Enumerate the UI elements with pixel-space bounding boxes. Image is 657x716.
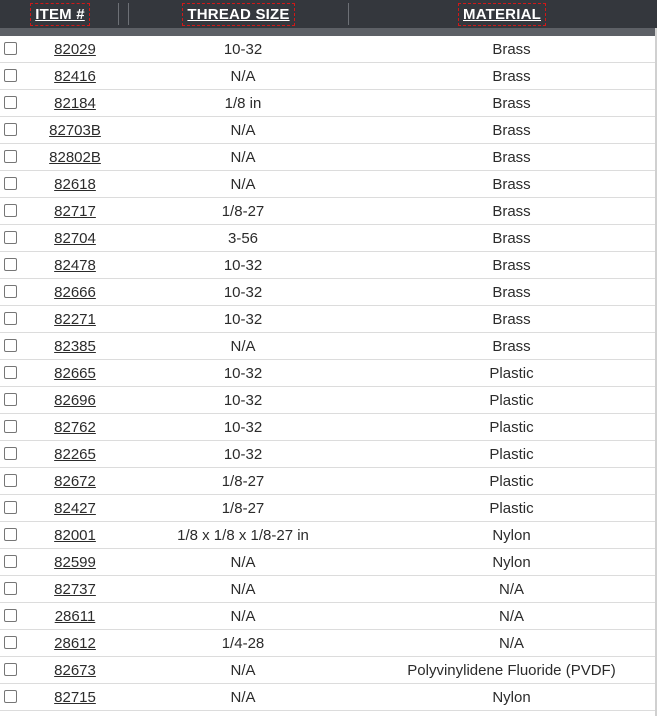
row-select-checkbox[interactable] bbox=[4, 636, 17, 649]
item-number-link[interactable]: 82385 bbox=[54, 337, 96, 355]
material-cell: Brass bbox=[362, 225, 657, 252]
item-cell bbox=[26, 414, 124, 441]
thread-size-cell: 10-32 bbox=[124, 387, 362, 414]
table-row bbox=[0, 414, 657, 441]
table-row bbox=[0, 441, 657, 468]
row-select-cell bbox=[0, 468, 26, 495]
material-cell: Nylon bbox=[362, 549, 657, 576]
item-cell bbox=[26, 630, 124, 657]
item-number-link[interactable]: 82762 bbox=[54, 418, 96, 436]
thread-size-cell: N/A bbox=[124, 549, 362, 576]
material-cell: Nylon bbox=[362, 522, 657, 549]
thread-size-cell: 1/8-27 bbox=[124, 468, 362, 495]
row-select-checkbox[interactable] bbox=[4, 555, 17, 568]
row-select-cell bbox=[0, 549, 26, 576]
row-select-checkbox[interactable] bbox=[4, 501, 17, 514]
header-thread-cell[interactable] bbox=[129, 0, 348, 28]
item-number-link[interactable]: 82427 bbox=[54, 499, 96, 517]
item-cell bbox=[26, 171, 124, 198]
thread-size-cell: N/A bbox=[124, 684, 362, 711]
row-select-cell bbox=[0, 63, 26, 90]
item-number-link[interactable]: 82618 bbox=[54, 175, 96, 193]
row-select-checkbox[interactable] bbox=[4, 258, 17, 271]
material-cell: Brass bbox=[362, 90, 657, 117]
row-select-checkbox[interactable] bbox=[4, 447, 17, 460]
item-number-link[interactable]: 82673 bbox=[54, 661, 96, 679]
row-select-checkbox[interactable] bbox=[4, 177, 17, 190]
row-select-cell bbox=[0, 117, 26, 144]
table-row bbox=[0, 198, 657, 225]
item-number-link[interactable]: 82704 bbox=[54, 229, 96, 247]
thread-size-cell: 3-56 bbox=[124, 225, 362, 252]
material-cell: Brass bbox=[362, 63, 657, 90]
item-cell bbox=[26, 117, 124, 144]
table-row bbox=[0, 684, 657, 711]
material-cell: Brass bbox=[362, 171, 657, 198]
material-cell: Plastic bbox=[362, 468, 657, 495]
table-row bbox=[0, 171, 657, 198]
thread-size-cell: N/A bbox=[124, 576, 362, 603]
item-cell bbox=[26, 144, 124, 171]
table-row bbox=[0, 495, 657, 522]
item-cell bbox=[26, 657, 124, 684]
thread-size-cell: 1/8 in bbox=[124, 90, 362, 117]
row-select-cell bbox=[0, 144, 26, 171]
row-select-cell bbox=[0, 306, 26, 333]
row-select-cell bbox=[0, 279, 26, 306]
row-select-cell bbox=[0, 225, 26, 252]
material-cell: Plastic bbox=[362, 441, 657, 468]
material-cell: Plastic bbox=[362, 414, 657, 441]
table-row bbox=[0, 225, 657, 252]
table-row bbox=[0, 657, 657, 684]
row-select-cell bbox=[0, 36, 26, 63]
row-select-checkbox[interactable] bbox=[4, 420, 17, 433]
thread-size-cell: N/A bbox=[124, 63, 362, 90]
row-select-checkbox[interactable] bbox=[4, 285, 17, 298]
thread-size-cell: 10-32 bbox=[124, 360, 362, 387]
row-select-cell bbox=[0, 495, 26, 522]
thread-size-cell: N/A bbox=[124, 333, 362, 360]
header-underline-strip bbox=[0, 28, 657, 36]
table-row bbox=[0, 630, 657, 657]
material-cell: Brass bbox=[362, 279, 657, 306]
item-number-link[interactable]: 82802B bbox=[49, 148, 101, 166]
item-cell bbox=[26, 522, 124, 549]
item-number-link[interactable]: 82599 bbox=[54, 553, 96, 571]
row-select-cell bbox=[0, 576, 26, 603]
header-material-sort-link[interactable]: MATERIAL bbox=[463, 5, 541, 23]
row-select-cell bbox=[0, 630, 26, 657]
material-cell: Nylon bbox=[362, 684, 657, 711]
thread-size-cell: 1/8 x 1/8 x 1/8-27 in bbox=[124, 522, 362, 549]
item-number-link[interactable]: 28611 bbox=[54, 607, 96, 625]
row-select-cell bbox=[0, 522, 26, 549]
table-row bbox=[0, 522, 657, 549]
material-cell: N/A bbox=[362, 630, 657, 657]
material-cell: Brass bbox=[362, 252, 657, 279]
header-thread-sort-link[interactable]: THREAD SIZE bbox=[187, 5, 290, 23]
row-select-cell bbox=[0, 441, 26, 468]
row-select-checkbox[interactable] bbox=[4, 663, 17, 676]
item-cell bbox=[26, 306, 124, 333]
item-number-link[interactable]: 82737 bbox=[54, 580, 96, 598]
row-select-checkbox[interactable] bbox=[4, 528, 17, 541]
row-select-checkbox[interactable] bbox=[4, 123, 17, 136]
material-cell: Plastic bbox=[362, 360, 657, 387]
product-table-body bbox=[0, 36, 657, 711]
item-cell bbox=[26, 468, 124, 495]
material-cell: Brass bbox=[362, 117, 657, 144]
item-number-link[interactable]: 82665 bbox=[54, 364, 96, 382]
material-cell: Brass bbox=[362, 198, 657, 225]
item-number-link[interactable]: 82717 bbox=[54, 202, 96, 220]
table-header bbox=[0, 0, 657, 28]
thread-size-cell: N/A bbox=[124, 171, 362, 198]
item-cell bbox=[26, 549, 124, 576]
row-select-checkbox[interactable] bbox=[4, 393, 17, 406]
table-row bbox=[0, 360, 657, 387]
thread-size-cell: 10-32 bbox=[124, 252, 362, 279]
item-cell bbox=[26, 198, 124, 225]
item-cell bbox=[26, 36, 124, 63]
item-cell bbox=[26, 252, 124, 279]
material-cell: N/A bbox=[362, 603, 657, 630]
item-number-link[interactable]: 82672 bbox=[54, 472, 96, 490]
table-row bbox=[0, 252, 657, 279]
row-select-checkbox[interactable] bbox=[4, 582, 17, 595]
row-select-cell bbox=[0, 252, 26, 279]
item-cell bbox=[26, 387, 124, 414]
item-cell bbox=[26, 63, 124, 90]
row-select-checkbox[interactable] bbox=[4, 204, 17, 217]
row-select-cell bbox=[0, 198, 26, 225]
material-cell: Polyvinylidene Fluoride (PVDF) bbox=[362, 657, 657, 684]
item-cell bbox=[26, 225, 124, 252]
table-row bbox=[0, 306, 657, 333]
material-cell: Brass bbox=[362, 144, 657, 171]
table-row bbox=[0, 387, 657, 414]
header-divider bbox=[118, 3, 119, 25]
item-cell bbox=[26, 279, 124, 306]
material-cell: Brass bbox=[362, 306, 657, 333]
table-row bbox=[0, 90, 657, 117]
table-row bbox=[0, 603, 657, 630]
thread-size-cell: 10-32 bbox=[124, 306, 362, 333]
row-select-checkbox[interactable] bbox=[4, 366, 17, 379]
row-select-checkbox[interactable] bbox=[4, 150, 17, 163]
header-item-cell[interactable] bbox=[22, 0, 98, 28]
item-cell bbox=[26, 684, 124, 711]
row-select-cell bbox=[0, 387, 26, 414]
thread-size-cell: 10-32 bbox=[124, 36, 362, 63]
thread-size-cell: N/A bbox=[124, 657, 362, 684]
item-number-link[interactable]: 82666 bbox=[54, 283, 96, 301]
material-cell: Plastic bbox=[362, 387, 657, 414]
row-select-cell bbox=[0, 360, 26, 387]
item-number-link[interactable]: 82703B bbox=[49, 121, 101, 139]
row-select-checkbox[interactable] bbox=[4, 96, 17, 109]
material-cell: Brass bbox=[362, 36, 657, 63]
thread-size-cell: 10-32 bbox=[124, 441, 362, 468]
row-select-checkbox[interactable] bbox=[4, 690, 17, 703]
thread-size-cell: N/A bbox=[124, 117, 362, 144]
table-row bbox=[0, 63, 657, 90]
thread-size-cell: N/A bbox=[124, 603, 362, 630]
row-select-cell bbox=[0, 171, 26, 198]
item-cell bbox=[26, 90, 124, 117]
row-select-checkbox[interactable] bbox=[4, 69, 17, 82]
row-select-checkbox[interactable] bbox=[4, 312, 17, 325]
table-row bbox=[0, 144, 657, 171]
item-cell bbox=[26, 360, 124, 387]
table-row bbox=[0, 279, 657, 306]
row-select-checkbox[interactable] bbox=[4, 42, 17, 55]
item-cell bbox=[26, 495, 124, 522]
row-select-cell bbox=[0, 414, 26, 441]
material-cell: Plastic bbox=[362, 495, 657, 522]
table-row bbox=[0, 36, 657, 63]
item-number-link[interactable]: 82001 bbox=[54, 526, 96, 544]
item-number-link[interactable]: 82416 bbox=[54, 67, 96, 85]
row-select-checkbox[interactable] bbox=[4, 474, 17, 487]
table-row bbox=[0, 117, 657, 144]
row-select-cell bbox=[0, 603, 26, 630]
thread-size-cell: 10-32 bbox=[124, 414, 362, 441]
item-number-link[interactable]: 82184 bbox=[54, 94, 96, 112]
material-cell: N/A bbox=[362, 576, 657, 603]
product-table bbox=[0, 36, 657, 711]
thread-size-cell: 10-32 bbox=[124, 279, 362, 306]
item-cell bbox=[26, 603, 124, 630]
item-cell bbox=[26, 333, 124, 360]
row-select-cell bbox=[0, 657, 26, 684]
table-row bbox=[0, 468, 657, 495]
row-select-cell bbox=[0, 333, 26, 360]
row-select-checkbox[interactable] bbox=[4, 231, 17, 244]
item-number-link[interactable]: 82478 bbox=[54, 256, 96, 274]
item-cell bbox=[26, 576, 124, 603]
thread-size-cell: N/A bbox=[124, 144, 362, 171]
header-material-cell[interactable] bbox=[349, 0, 655, 28]
thread-size-cell: 1/4-28 bbox=[124, 630, 362, 657]
material-cell: Brass bbox=[362, 333, 657, 360]
table-row bbox=[0, 549, 657, 576]
row-select-checkbox[interactable] bbox=[4, 339, 17, 352]
item-number-link[interactable]: 82265 bbox=[54, 445, 96, 463]
row-select-cell bbox=[0, 684, 26, 711]
header-item-sort-link[interactable]: ITEM # bbox=[35, 5, 85, 23]
thread-size-cell: 1/8-27 bbox=[124, 495, 362, 522]
item-number-link[interactable]: 82715 bbox=[54, 688, 96, 706]
item-number-link[interactable]: 82696 bbox=[54, 391, 96, 409]
row-select-checkbox[interactable] bbox=[4, 609, 17, 622]
thread-size-cell: 1/8-27 bbox=[124, 198, 362, 225]
item-number-link[interactable]: 82271 bbox=[54, 310, 96, 328]
table-row bbox=[0, 576, 657, 603]
item-number-link[interactable]: 28612 bbox=[54, 634, 96, 652]
row-select-cell bbox=[0, 90, 26, 117]
item-cell bbox=[26, 441, 124, 468]
table-row bbox=[0, 333, 657, 360]
item-number-link[interactable]: 82029 bbox=[54, 40, 96, 58]
